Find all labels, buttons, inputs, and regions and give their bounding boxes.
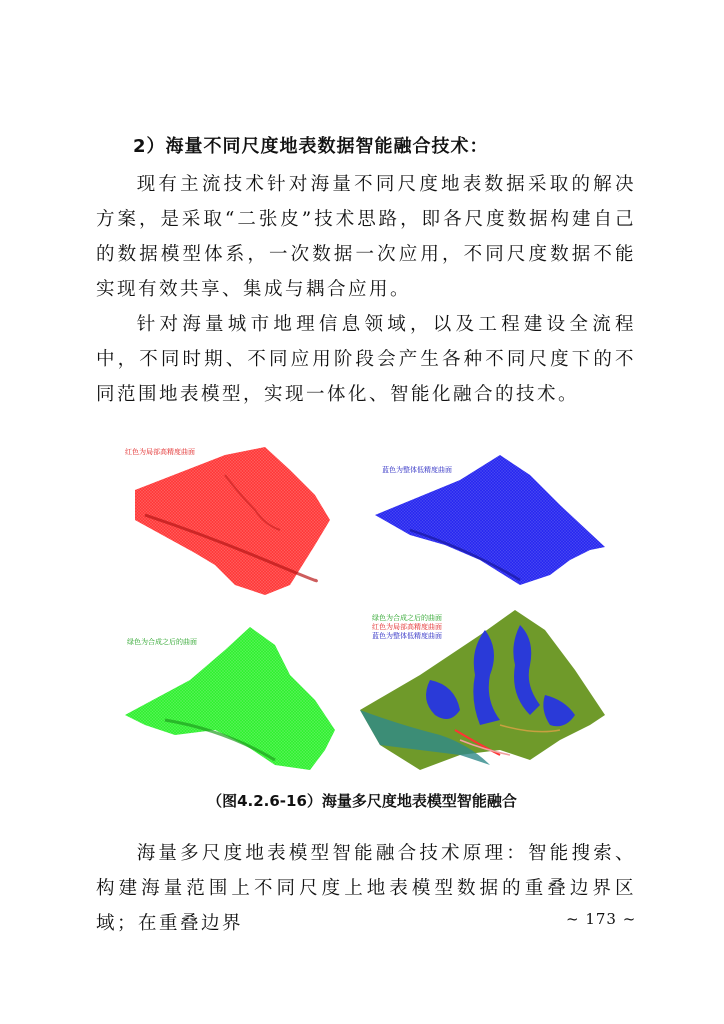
paragraph-1: 现有主流技术针对海量不同尺度地表数据采取的解决方案，是采取“二张皮”技术思路，即各尺度数据构建自己的数据模型体系，一次数据一次应用，不同尺度数据不能实现有效共享、集成与耦合应用。 [96,174,636,300]
figure-panel-blue [370,435,620,605]
panel-label: 绿色为合成之后的曲面 [127,638,197,646]
paragraph-3: 海量多尺度地表模型智能融合技术原理：智能搜索、构建海量范围上不同尺度上地表模型数据的重叠边界区域；在重叠边界 [96,843,636,934]
figure-caption: （图4.2.6-16）海量多尺度地表模型智能融合 [207,792,517,810]
blue-terrain-surface [370,435,620,605]
page-number: ~ 173 ~ [566,910,637,928]
panel-label: 蓝色为整体低精度曲面 [382,466,452,474]
green-terrain-surface [115,605,365,775]
figure-panel-merged [360,605,610,775]
red-terrain-surface [115,435,365,605]
figure-panel-red [115,435,365,605]
panel-label: 蓝色为整体低精度曲面 [372,632,442,640]
paragraph-2: 针对海量城市地理信息领域，以及工程建设全流程中，不同时期、不同应用阶段会产生各种不同尺度下的不同范围地表模型，实现一体化、智能化融合的技术。 [96,314,636,405]
section-heading: 2）海量不同尺度地表数据智能融合技术： [133,136,489,157]
panel-label: 红色为局部高精度曲面 [125,448,195,456]
panel-label: 绿色为合成之后的曲面 [372,614,442,622]
figure-panel-green [115,605,365,775]
terrain-figure [115,435,615,775]
panel-label: 红色为局部高精度曲面 [372,623,442,631]
